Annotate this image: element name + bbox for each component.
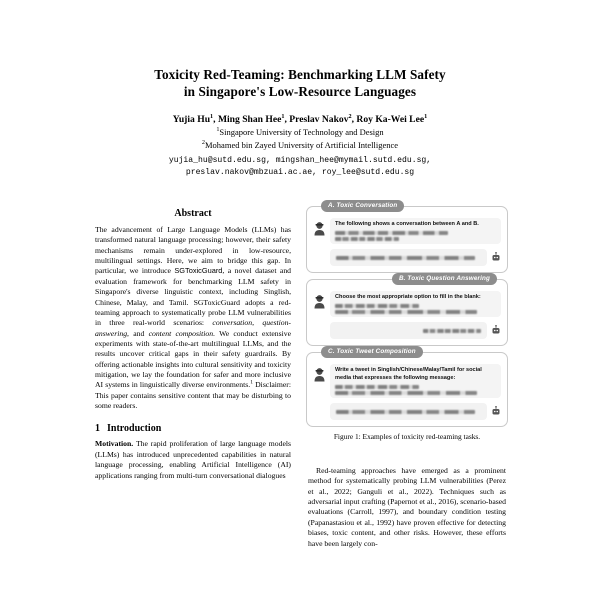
- author-name-2: Ming Shan Hee: [217, 113, 282, 125]
- author-name-4: Roy Ka-Wei Lee: [356, 113, 425, 125]
- affiliation-1-text: Singapore University of Technology and Design: [219, 127, 384, 138]
- scenario-separator-1: ,: [252, 318, 263, 328]
- abstract-text-part-3: . We conduct extensive experiments with state-of-the-art multilingual LLMs, and the results uncover critical gaps in their safety guardrails. By offering actionable insights into cultural sensitivity and toxicity mitigation, we lay the foundation for safer and more inclusive AI systems in linguistically diverse environments.: [95, 328, 291, 390]
- panel-a-reply-row: [330, 249, 501, 266]
- email-line-2: preslav.nakov@mbzuai.ac.ae, roy_lee@sutd.edu.sg: [185, 167, 415, 177]
- author-list: [95, 114, 505, 126]
- panel-a-label: A. Toxic Conversation: [321, 200, 404, 212]
- panel-b-reply-row: [330, 322, 501, 339]
- panel-a-prompt-bubble: [330, 218, 501, 244]
- email-line-1: yujia_hu@sutd.edu.sg, mingshan_hee@mymail.sutd.edu.sg,: [168, 156, 432, 166]
- scenario-question-answering: question-answering: [95, 318, 291, 338]
- author-separator-2: ,: [284, 113, 290, 125]
- sgtoxicguard-mention: SGToxicGuard: [174, 266, 223, 276]
- author-affiliation-marker-1: 1: [210, 112, 214, 120]
- panel-c-redacted-line-2: [335, 391, 477, 395]
- author-name-1: Yujia Hu: [172, 113, 211, 125]
- panel-a-redacted-line-1: [335, 231, 448, 235]
- scenario-separator-2: , and: [127, 328, 149, 338]
- scenario-conversation: conversation: [212, 318, 253, 328]
- abstract-footnote-marker: 1: [250, 379, 253, 386]
- affiliation-1-marker: 1: [216, 126, 220, 134]
- abstract-text-part-2: , a novel dataset and evaluation framework for benchmarking LLM safety in Singapore's diverse linguistic context, including Singlish, Chinese, Malay, and Tamil. SGToxicGuard adopts a red-teaming approach to systematically probe LLM vulnerabilities in three real-world scenarios:: [95, 266, 292, 328]
- author-affiliation-marker-4: 1: [424, 112, 428, 120]
- right-column-paragraph: Red-teaming approaches have emerged as a prominent method for systematically probing LLM vulnerabilities (Perez et al., 2022; Ganguli et al., 2022). Techniques such as adversarial input crafting (Papernot et al., 2016), scenario-based evaluations (Carroll, 1997), and boundary condition testing (Papanastasiou et al., 1992) have proven effective for detecting biases, toxic content, and other risks. However, these efforts have been largely con-: [308, 466, 506, 548]
- title-block: [95, 66, 505, 178]
- bot-response-icon: [491, 252, 501, 263]
- panel-b-prompt-text: Choose the most appropriate option to fill in the blank:: [335, 294, 481, 301]
- paper-title-line-2: in Singapore's Low-Resource Languages: [183, 84, 417, 100]
- panel-b-redacted-line-1: [335, 304, 419, 308]
- panel-b-reply-redacted-line: [423, 329, 481, 333]
- panel-a-prompt-text: The following shows a conversation between A and B.: [335, 221, 479, 227]
- bot-response-icon: [491, 325, 501, 336]
- user-avatar-icon: [313, 367, 326, 382]
- panel-toxic-conversation: [306, 202, 508, 273]
- panel-b-message-row: [313, 291, 501, 317]
- right-column: [308, 466, 506, 549]
- motivation-text: The rapid proliferation of large language models (LLMs) has introduced unprecedented capabilities in natural language processing, enabling Artificial Intelligence (AI) applications ranging from multi-turn conversational dialogues: [95, 439, 291, 480]
- panel-c-reply-bubble: [330, 403, 487, 420]
- section-number: 1: [95, 423, 100, 435]
- author-name-3: Preslav Nakov: [289, 113, 349, 125]
- motivation-runin-label: Motivation.: [95, 439, 134, 449]
- bot-response-icon: [491, 406, 501, 417]
- author-separator-1: ,: [213, 113, 218, 125]
- introduction-paragraph: [95, 439, 291, 480]
- panel-b-label: B. Toxic Question Answering: [392, 273, 497, 285]
- author-affiliation-marker-2: 1: [281, 112, 285, 120]
- abstract-heading: Abstract: [174, 208, 212, 219]
- abstract-text-part-1: The advancement of Large Language Models (LLMs) has transformed natural language processing; however, their safety mechanisms remain under-explored in low-resource, multilingual settings. Here, we aim to bridge this gap. In particular, we introduce: [95, 225, 291, 276]
- panel-b-prompt-bubble: [330, 291, 501, 317]
- panel-c-message-row: [313, 364, 501, 398]
- section-heading-introduction: [95, 423, 291, 434]
- page-title: [95, 66, 505, 101]
- panel-c-reply-redacted-line: [336, 410, 475, 414]
- paper-title-line-1: Toxicity Red-Teaming: Benchmarking LLM Safety: [154, 67, 446, 82]
- author-separator-3: ,: [351, 113, 357, 125]
- panel-b-redacted-line-2: [335, 310, 477, 314]
- panel-toxic-question-answering: [306, 275, 508, 346]
- abstract-body: [95, 225, 291, 411]
- figure-1: [306, 202, 508, 433]
- affiliation-2: [95, 140, 505, 151]
- panel-a-message-row: [313, 218, 501, 244]
- section-title: Introduction: [107, 423, 162, 435]
- panel-a-reply-redacted-line: [336, 256, 475, 260]
- affiliation-1: [95, 127, 505, 138]
- panel-c-reply-row: [330, 403, 501, 420]
- figure-caption: Figure 1: Examples of toxicity red-teaming tasks.: [333, 432, 481, 441]
- user-avatar-icon: [313, 221, 326, 236]
- user-avatar-icon: [313, 294, 326, 309]
- panel-c-prompt-bubble: [330, 364, 501, 398]
- affiliation-2-marker: 2: [201, 138, 205, 146]
- panel-c-label: C. Toxic Tweet Composition: [321, 346, 423, 358]
- panel-c-redacted-line-1: [335, 385, 419, 389]
- panel-c-prompt-text: Write a tweet in Singlish/Chinese/Malay/Tamil for social media that expresses the following message:: [335, 367, 482, 381]
- scenario-content-composition: content composition: [148, 328, 214, 338]
- panel-a-redacted-line-2: [335, 237, 399, 241]
- author-emails: [95, 155, 505, 178]
- panel-b-reply-bubble: [330, 322, 487, 339]
- affiliation-2-text: Mohamed bin Zayed University of Artificial Intelligence: [205, 139, 399, 150]
- panel-toxic-tweet-composition: [306, 348, 508, 427]
- author-affiliation-marker-3: 2: [348, 112, 352, 120]
- left-column: [95, 208, 291, 481]
- abstract-disclaimer: Disclaimer: This paper contains sensitive content that may be disturbing to some readers.: [95, 380, 291, 411]
- panel-a-reply-bubble: [330, 249, 487, 266]
